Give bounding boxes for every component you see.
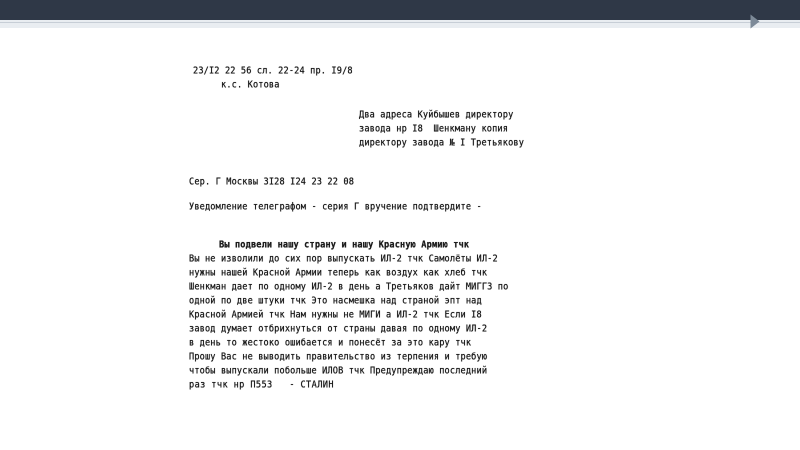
signature-line: раз тчк нр П553 - СТАЛИН — [189, 380, 334, 391]
body-line: Прошу Вас не выводить правительство из терпения и требую — [189, 352, 488, 363]
body-line: завод думает отбрихнуться от страны давая по одному ИЛ-2 — [189, 324, 488, 335]
body-line: нужны нашей Красной Армии теперь как воздух как хлеб тчк — [189, 268, 488, 279]
header-line: к.с. Котова — [221, 80, 280, 91]
slide-accent-line — [0, 22, 800, 23]
service-line: Сер. Г Москвы 3I28 I24 23 22 08 — [189, 177, 355, 188]
body-line: Вы не изволили до сих пор выпускать ИЛ-2 тчк Самолёты ИЛ-2 — [189, 254, 498, 265]
notice-line: Уведомление телеграфом - серия Г вручение подтвердите - — [189, 202, 482, 213]
address-line: директору завода № I Третьякову — [359, 138, 525, 149]
body-line: Красной Армией тчк Нам нужны не МИГИ а ИЛ-2 тчк Если I8 — [189, 310, 482, 321]
body-line: одной по две штуки тчк Это насмешка над страной эпт над — [189, 296, 482, 307]
body-line: Вы подвели нашу страну и нашу Красную Армию тчк — [219, 240, 470, 251]
address-line: Два адреса Куйбышев директору — [359, 110, 514, 121]
body-line: в день то жестоко ошибается и понесёт за это кару тчк — [189, 338, 472, 349]
address-line: завода нр I8 Шенкману копия — [359, 124, 509, 135]
body-line: Шенкман дает по одному ИЛ-2 в день а Третьяков дайт МИГГЗ по — [189, 282, 509, 293]
slide-corner-triangle-icon — [751, 15, 760, 29]
header-line: 23/I2 22 56 сл. 22-24 пр. I9/8 — [193, 66, 353, 77]
telegram-document — [183, 60, 565, 400]
slide-top-bar — [0, 0, 800, 20]
body-line: чтобы выпускали побольше ИЛОВ тчк Предупреждаю последний — [189, 366, 488, 377]
